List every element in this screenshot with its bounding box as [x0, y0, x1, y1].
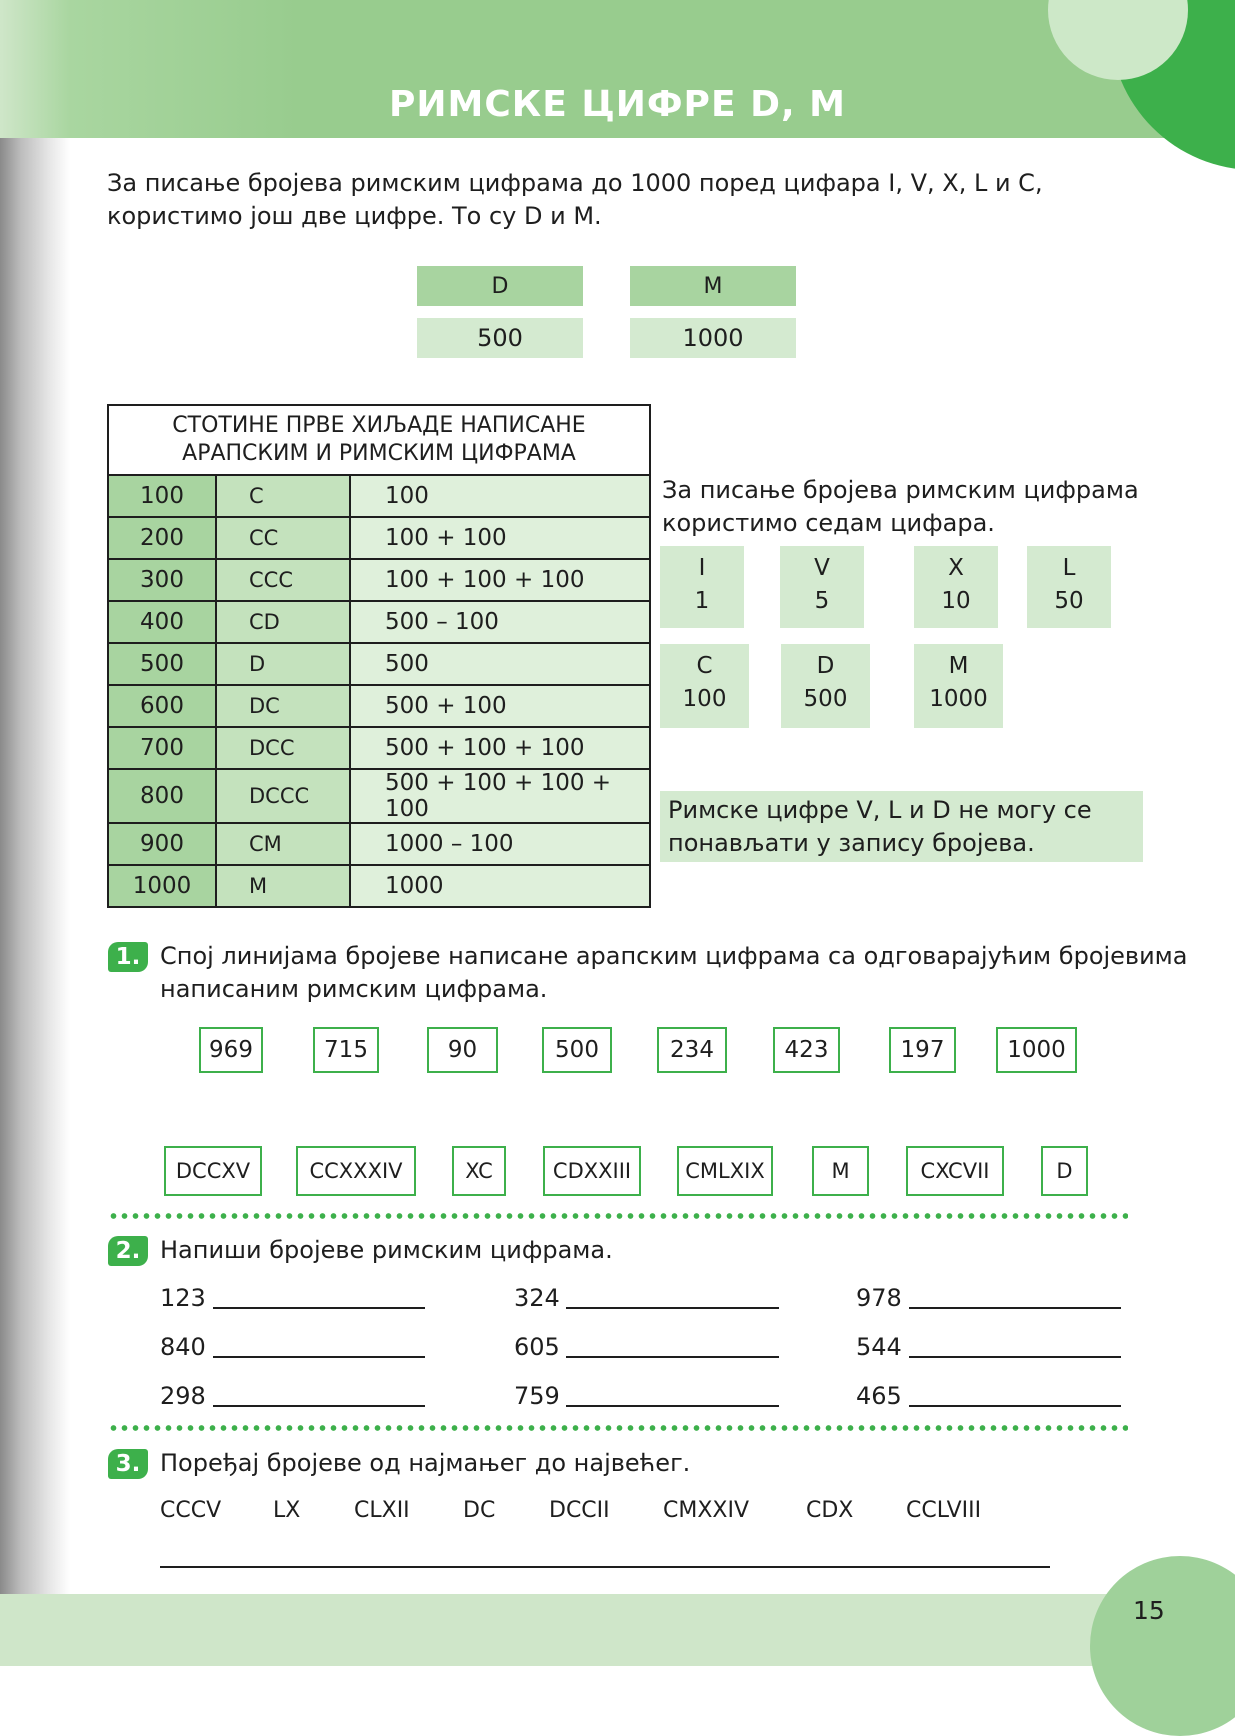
- arabic-number-box[interactable]: 234: [657, 1027, 727, 1073]
- intro-line-1: За писање бројева римским цифрама до 1000 поред цифара I, V, X, L и C,: [107, 169, 1043, 197]
- intro-line-2: користимо још две цифре. То су D и M.: [107, 202, 602, 230]
- arabic-number-box[interactable]: 969: [199, 1027, 263, 1073]
- answer-line[interactable]: [566, 1307, 779, 1309]
- page-binding-shadow: [0, 0, 70, 1666]
- task-2-text: Напиши бројеве римским цифрама.: [160, 1236, 613, 1264]
- arabic-number-box[interactable]: 423: [773, 1027, 840, 1073]
- write-number: 465: [856, 1382, 902, 1410]
- digit-value: 10: [941, 588, 971, 614]
- arabic-number-box[interactable]: 197: [889, 1027, 956, 1073]
- top-box-d-symbol: D: [417, 266, 583, 306]
- table-row: [108, 685, 650, 727]
- sequence-roman: LX: [273, 1498, 301, 1523]
- roman-number-box[interactable]: CDXXIII: [543, 1146, 641, 1196]
- task-3-badge: 3.: [108, 1449, 148, 1479]
- arabic-number-box[interactable]: 715: [313, 1027, 379, 1073]
- hundreds-table-header: [108, 405, 650, 475]
- expr-cell: 500 + 100 + 100: [350, 727, 650, 769]
- roman-number-box[interactable]: DCCXV: [164, 1146, 262, 1196]
- expr-cell: 500 + 100: [350, 685, 650, 727]
- arabic-cell: 300: [108, 559, 216, 601]
- roman-cell: C: [216, 475, 350, 517]
- write-number: 123: [160, 1284, 206, 1312]
- answer-line[interactable]: [566, 1405, 779, 1407]
- sequence-roman: CDX: [806, 1498, 854, 1523]
- sequence-roman: CLXII: [354, 1498, 410, 1523]
- page-title: РИМСКЕ ЦИФРЕ D, M: [389, 84, 846, 125]
- arabic-number-box[interactable]: 500: [542, 1027, 612, 1073]
- seven-line-2: користимо седам цифара.: [662, 509, 995, 537]
- roman-cell: CC: [216, 517, 350, 559]
- table-row: [108, 475, 650, 517]
- table-row: [108, 559, 650, 601]
- digit-card-v: [780, 546, 864, 628]
- dotted-separator: [108, 1213, 1128, 1219]
- digit-card-l: [1027, 546, 1111, 628]
- answer-line[interactable]: [909, 1356, 1121, 1358]
- task-1-badge: 1.: [108, 942, 148, 972]
- roman-number-box[interactable]: D: [1041, 1146, 1088, 1196]
- roman-cell: DCC: [216, 727, 350, 769]
- sequence-roman: DCCII: [549, 1498, 610, 1523]
- digit-value: 100: [682, 686, 727, 712]
- digit-card-i: [660, 546, 744, 628]
- sequence-roman: CCLVIII: [906, 1498, 982, 1523]
- sequence-roman: CCCV: [160, 1498, 222, 1523]
- arabic-cell: 100: [108, 475, 216, 517]
- answer-line[interactable]: [213, 1307, 425, 1309]
- digit-value: 50: [1054, 588, 1084, 614]
- digit-value: 500: [803, 686, 848, 712]
- expr-cell: 100 + 100 + 100: [350, 559, 650, 601]
- table-row: [108, 769, 650, 823]
- expr-cell: 1000: [350, 865, 650, 907]
- write-number: 840: [160, 1333, 206, 1361]
- arabic-cell: 1000: [108, 865, 216, 907]
- answer-line[interactable]: [909, 1405, 1121, 1407]
- hundreds-table: [107, 404, 651, 908]
- write-number: 605: [514, 1333, 560, 1361]
- roman-number-box[interactable]: XC: [452, 1146, 506, 1196]
- write-number: 324: [514, 1284, 560, 1312]
- answer-line[interactable]: [213, 1356, 425, 1358]
- note-line-2: понављати у запису бројева.: [668, 829, 1035, 857]
- page-number-circle: [1090, 1556, 1235, 1736]
- digit-card-c: [660, 644, 749, 728]
- arabic-cell: 500: [108, 643, 216, 685]
- write-number: 759: [514, 1382, 560, 1410]
- sequence-roman: CMXXIV: [663, 1498, 750, 1523]
- roman-number-box[interactable]: CCXXXIV: [296, 1146, 416, 1196]
- roman-number-box[interactable]: CXCVII: [906, 1146, 1004, 1196]
- digit-value: 1: [694, 588, 710, 614]
- roman-cell: DCCC: [216, 769, 350, 823]
- expr-cell: 500 – 100: [350, 601, 650, 643]
- arabic-cell: 900: [108, 823, 216, 865]
- roman-cell: M: [216, 865, 350, 907]
- roman-cell: DC: [216, 685, 350, 727]
- table-row: [108, 517, 650, 559]
- digit-symbol: V: [814, 555, 830, 581]
- arabic-number-box[interactable]: 90: [427, 1027, 498, 1073]
- digit-value: 1000: [929, 686, 988, 712]
- table-row: [108, 643, 650, 685]
- digit-symbol: D: [816, 653, 835, 679]
- digit-card-m: [914, 644, 1003, 728]
- task-1-line-2: написаним римским цифрама.: [160, 975, 548, 1003]
- page-number: 15: [1133, 1596, 1165, 1625]
- top-box-m-value: 1000: [630, 318, 796, 358]
- digit-card-x: [914, 546, 998, 628]
- hundreds-header-line-2: АРАПСКИМ И РИМСКИМ ЦИФРАМА: [182, 441, 576, 466]
- top-box-m-symbol: M: [630, 266, 796, 306]
- order-answer-line[interactable]: [160, 1566, 1050, 1568]
- roman-cell: CD: [216, 601, 350, 643]
- write-number: 978: [856, 1284, 902, 1312]
- arabic-cell: 700: [108, 727, 216, 769]
- note-line-1: Римске цифре V, L и D не могу се: [668, 796, 1092, 824]
- write-number: 298: [160, 1382, 206, 1410]
- dotted-separator: [108, 1425, 1128, 1431]
- task-1-line-1: Спој линијама бројеве написане арапским цифрама са одговарајућим бројевима: [160, 942, 1188, 970]
- roman-cell: CCC: [216, 559, 350, 601]
- digit-symbol: X: [948, 555, 964, 581]
- top-box-d-value: 500: [417, 318, 583, 358]
- expr-cell: 1000 – 100: [350, 823, 650, 865]
- write-number: 544: [856, 1333, 902, 1361]
- arabic-cell: 400: [108, 601, 216, 643]
- expr-cell: 500 + 100 + 100 + 100: [350, 769, 650, 823]
- roman-cell: D: [216, 643, 350, 685]
- answer-line[interactable]: [566, 1356, 779, 1358]
- expr-cell: 100: [350, 475, 650, 517]
- digit-card-d: [781, 644, 870, 728]
- table-row: [108, 865, 650, 907]
- arabic-cell: 800: [108, 769, 216, 823]
- expr-cell: 500: [350, 643, 650, 685]
- arabic-number-box[interactable]: 1000: [996, 1027, 1077, 1073]
- digit-symbol: C: [696, 653, 713, 679]
- digit-symbol: M: [948, 653, 969, 679]
- digit-symbol: I: [698, 555, 706, 581]
- roman-number-box[interactable]: M: [812, 1146, 869, 1196]
- digit-symbol: L: [1062, 555, 1076, 581]
- table-row: [108, 601, 650, 643]
- task-2-badge: 2.: [108, 1236, 148, 1266]
- hundreds-header-line-1: СТОТИНЕ ПРВЕ ХИЉАДЕ НАПИСАНЕ: [172, 413, 586, 438]
- roman-cell: CM: [216, 823, 350, 865]
- seven-line-1: За писање бројева римским цифрама: [662, 476, 1139, 504]
- sequence-roman: DC: [463, 1498, 496, 1523]
- arabic-cell: 200: [108, 517, 216, 559]
- answer-line[interactable]: [213, 1405, 425, 1407]
- arabic-cell: 600: [108, 685, 216, 727]
- task-3-text: Поређај бројеве од најмањег до највећег.: [160, 1449, 691, 1477]
- table-row: [108, 727, 650, 769]
- roman-number-box[interactable]: CMLXIX: [677, 1146, 773, 1196]
- expr-cell: 100 + 100: [350, 517, 650, 559]
- footer-band: [0, 1594, 1235, 1666]
- digit-value: 5: [814, 588, 830, 614]
- answer-line[interactable]: [909, 1307, 1121, 1309]
- table-row: [108, 823, 650, 865]
